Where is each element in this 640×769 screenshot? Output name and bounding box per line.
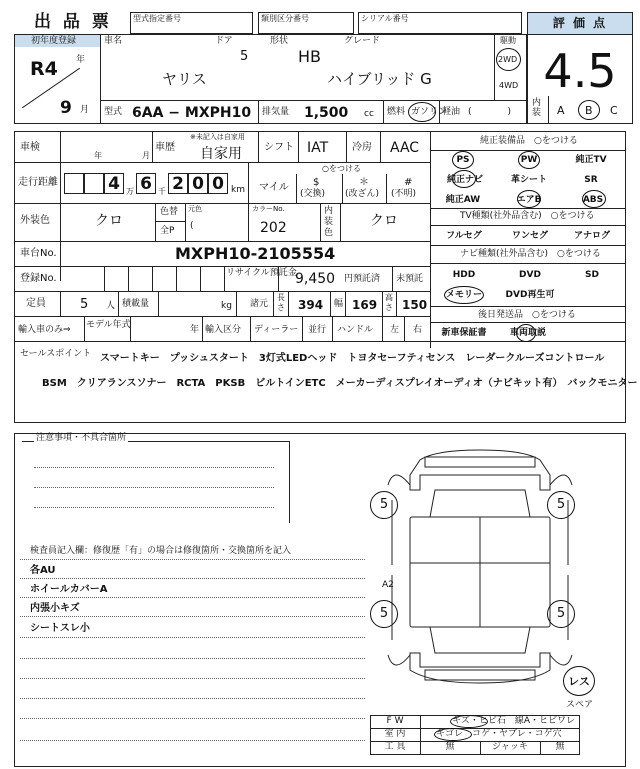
registration-year: R4 bbox=[30, 58, 58, 80]
fuel-type: ガソリン bbox=[411, 107, 448, 117]
car-name-label: 車名 bbox=[104, 36, 123, 46]
capacity-value: 5 bbox=[80, 297, 89, 312]
first-registration-label: 初年度登録 bbox=[31, 36, 77, 46]
tv-title: TV種類(社外品含む) ○をつける bbox=[460, 211, 595, 221]
inspector-item: 各AU bbox=[30, 565, 56, 576]
shift-type: IAT bbox=[307, 140, 329, 156]
interior-grade-circle bbox=[578, 100, 600, 120]
tools-value: 無 bbox=[445, 742, 455, 752]
inspector-item: ホイールカバーA bbox=[30, 584, 108, 595]
fw-condition: キズ・ヒビ石 線A・ヒビワレ bbox=[452, 716, 575, 726]
registration-month: 9 bbox=[60, 98, 72, 118]
inspector-title: 検査員記入欄：修復歴「有」の場合は修復箇所・交換箇所を記入 bbox=[30, 546, 292, 556]
registration-number-label: 登録No. bbox=[20, 273, 57, 284]
inspection-label: 車検 bbox=[20, 142, 40, 153]
navi-title: ナビ種類(社外品含む) ○をつける bbox=[460, 249, 601, 259]
recycle-label: リサイクル預託金 bbox=[226, 268, 297, 278]
recycle-amount: 9,450 bbox=[295, 271, 336, 287]
equipment-item: SR bbox=[584, 175, 598, 185]
navi-item: DVD再生可 bbox=[505, 290, 555, 300]
navi-item: SD bbox=[585, 270, 599, 280]
color-number: 202 bbox=[260, 220, 287, 236]
serial-number-label: シリアル番号 bbox=[361, 14, 409, 23]
equipment-item: エアB bbox=[516, 195, 542, 205]
ac-type: AAC bbox=[390, 140, 420, 156]
capacity-label: 定員 bbox=[26, 298, 46, 309]
mileage-digit: 4 bbox=[104, 173, 124, 194]
model-year-label: モデル年式 bbox=[86, 320, 131, 330]
drive-2wd: 2WD bbox=[498, 55, 518, 64]
mileage-digit: 0 bbox=[188, 173, 208, 194]
spare-label: スペア bbox=[566, 700, 594, 710]
import-label: 輸入車のみ⇒ bbox=[18, 325, 71, 335]
mileage-label: 走行距離 bbox=[18, 177, 58, 188]
height-value: 150 bbox=[402, 298, 428, 312]
score-value: 4.5 bbox=[543, 44, 617, 98]
sheet-title: 出 品 票 bbox=[34, 12, 112, 32]
equipment-item: 革シート bbox=[510, 175, 547, 185]
equipment-item: ABS bbox=[582, 195, 604, 205]
equipment-item: 純正AW bbox=[445, 195, 481, 205]
drive-4wd: 4WD bbox=[499, 81, 519, 90]
docs-item: 新車保証書 bbox=[441, 328, 487, 338]
body-shape: HB bbox=[298, 47, 322, 66]
inspector-item: シートスレ小 bbox=[30, 623, 90, 634]
mileage-digit: 0 bbox=[208, 173, 228, 194]
tv-item: フルセグ bbox=[446, 231, 482, 241]
interior-grade-c: C bbox=[610, 104, 618, 117]
interior-grade-b: B bbox=[585, 104, 593, 117]
equipment-item: PW bbox=[520, 155, 538, 165]
door-count: 5 bbox=[240, 49, 249, 64]
grade: ハイブリッド G bbox=[327, 70, 432, 88]
drive-circle bbox=[496, 48, 521, 71]
sales-points-label: セールスポイント bbox=[20, 349, 92, 359]
damage-code: A2 bbox=[382, 580, 394, 590]
car-name: ヤリス bbox=[162, 70, 207, 88]
vehicle-history: 自家用 bbox=[200, 146, 242, 162]
tv-item: アナログ bbox=[573, 231, 610, 241]
notes-title: 注意事項・不具合箇所 bbox=[36, 433, 127, 443]
interior-color: クロ bbox=[370, 213, 398, 229]
class-number-label: 類別区分番号 bbox=[261, 14, 309, 23]
fuel-circle bbox=[408, 102, 436, 122]
inspector-item: 内張小キズ bbox=[30, 603, 80, 614]
exterior-color-label: 外装色 bbox=[20, 215, 50, 226]
interior-color-label: 内 装 色 bbox=[324, 206, 334, 238]
equipment-title: 純正装備品 ○をつける bbox=[480, 136, 578, 146]
car-damage-diagram bbox=[380, 445, 580, 690]
displacement: 1,500 bbox=[304, 105, 349, 121]
equipment-item: PS bbox=[456, 155, 470, 165]
length-label: 長 さ bbox=[277, 293, 285, 312]
tv-item: ワンセグ bbox=[511, 231, 548, 241]
jack-value: 無 bbox=[555, 742, 565, 752]
docs-item: 車両取説 bbox=[509, 328, 546, 338]
sales-points-line1: スマートキー プッシュスタート 3灯式LEDヘッド トヨタセーフティセンス レーダークルーズコントロール bbox=[100, 353, 605, 364]
sales-points-line2: BSM クリアランスソナー RCTA PKSB ビルトインETC メーカーディスプレイオーディオ（ナビキット有） バックモニター bbox=[42, 378, 638, 389]
width-value: 169 bbox=[352, 298, 378, 312]
interior-grade-a: A bbox=[557, 104, 565, 117]
navi-item: メモリー bbox=[445, 290, 482, 300]
exterior-color: クロ bbox=[95, 213, 123, 229]
chassis-label: 車台No. bbox=[20, 248, 57, 259]
docs-title: 後日発送品 ○をつける bbox=[478, 310, 576, 320]
mileage-digit: 6 bbox=[136, 173, 156, 194]
mileage-digit: 2 bbox=[168, 173, 188, 194]
navi-item: DVD bbox=[519, 270, 541, 280]
type-number-label: 型式指定番号 bbox=[133, 14, 181, 23]
navi-item: HDD bbox=[452, 270, 476, 280]
model-code: 6AA − MXPH10 bbox=[132, 105, 252, 121]
length-value: 394 bbox=[298, 298, 324, 312]
interior-label: 内 装 bbox=[532, 98, 542, 118]
equipment-item: 純正ナビ bbox=[446, 175, 483, 185]
height-label: 高 さ bbox=[385, 293, 393, 312]
interior-condition: キゴレ コゲ・ヤブレ・コゲ穴 bbox=[436, 729, 562, 739]
score-label: 評 価 点 bbox=[552, 16, 608, 30]
equipment-item: 純正TV bbox=[575, 155, 607, 165]
chassis-number: MXPH10-2105554 bbox=[175, 244, 336, 263]
